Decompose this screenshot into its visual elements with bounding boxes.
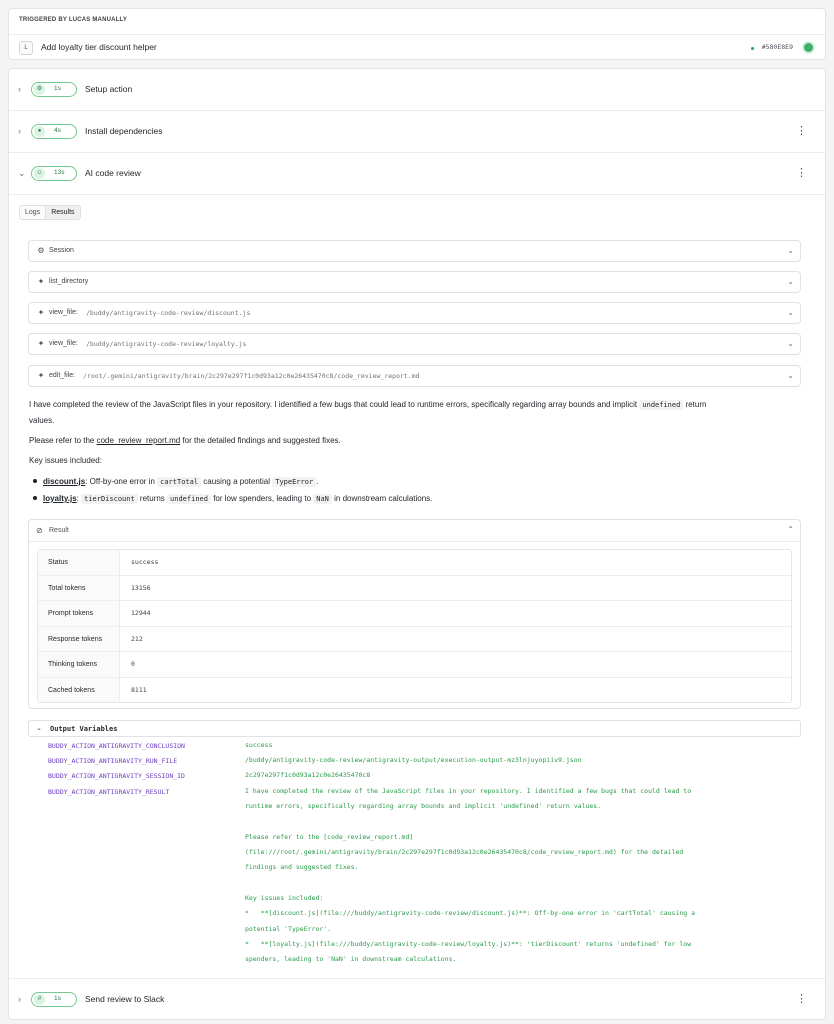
step-duration: 1s xyxy=(54,85,61,92)
review-text: for the detailed findings and suggested fixes. xyxy=(180,436,341,445)
tab-logs[interactable]: Logs xyxy=(25,209,41,216)
result-panel xyxy=(28,519,801,709)
step-ai-code-review[interactable] xyxy=(9,153,825,195)
table-row xyxy=(38,576,791,602)
review-text: . xyxy=(316,477,319,486)
chevron-right-icon[interactable]: › xyxy=(18,994,21,1004)
tool-call-edit-file[interactable] xyxy=(28,365,801,387)
slack-icon: # xyxy=(34,994,45,1005)
step-name[interactable]: Setup action xyxy=(85,84,133,94)
tool-name: list_directory xyxy=(49,278,89,285)
inline-code: undefined xyxy=(167,494,211,504)
result-table xyxy=(37,549,792,703)
step-duration-pill xyxy=(31,124,77,139)
output-tabs xyxy=(19,205,81,220)
step-name[interactable]: AI code review xyxy=(85,168,141,178)
chevron-down-icon[interactable]: ⌄ xyxy=(787,339,794,348)
output-variables-header[interactable] xyxy=(28,720,801,737)
bullet-icon xyxy=(33,479,37,483)
avatar: L xyxy=(19,41,33,55)
variable-value: I have completed the review of the JavaScript files in your repository. I identified a few bugs that could lead to runtime errors, specifically regarding array bounds and implicit 'undefined' return values. Please refer to the [code_review_report.md] (file:///root/.gemini/antigravity/brain/2c297e297f1c0d93a12c0e26435470c8/code_review_report.md) for the detailed findings and suggested fixes. Key issues included: * **[discount.js](file:///buddy/antigravity-code-review/discount.js)**: Off-by-one error in 'cartTotal' causing a potential 'TypeError'. * **[loyalty.js](file:///buddy/antigravity-code-review/loyalty.js)**: 'tierDiscount' returns 'undefined' for low spenders, leading to 'NaN' in downstream calculations. xyxy=(245,787,696,964)
tool-argument: /buddy/antigravity-code-review/discount.js xyxy=(86,309,251,317)
table-row xyxy=(38,627,791,653)
tool-sparkle-icon: ✦ xyxy=(37,308,45,317)
tool-argument: /root/.gemini/antigravity/brain/2c297e297f1c0d93a12c0e26435470c8/code_review_report.md xyxy=(83,372,420,380)
step-duration-pill xyxy=(31,992,77,1007)
tool-name: view_file: xyxy=(49,309,78,316)
result-key: Response tokens xyxy=(38,627,120,652)
trigger-label: TRIGGERED BY LUCAS MANUALLY xyxy=(19,17,128,23)
list-item xyxy=(33,493,432,505)
tool-name: edit_file: xyxy=(49,372,76,379)
tool-argument: /buddy/antigravity-code-review/loyalty.js xyxy=(86,340,247,348)
inline-code: NaN xyxy=(313,494,332,504)
result-key: Total tokens xyxy=(38,576,120,601)
result-key: Cached tokens xyxy=(38,678,120,703)
file-link-loyalty[interactable]: loyalty.js xyxy=(43,494,77,503)
setup-action-icon: ⚙ xyxy=(34,84,45,95)
result-value: 8111 xyxy=(131,686,147,694)
status-success-icon xyxy=(804,43,813,52)
step-duration-pill xyxy=(31,82,77,97)
more-options-icon[interactable]: ⋮ xyxy=(796,993,807,1005)
more-options-icon[interactable]: ⋮ xyxy=(796,167,807,179)
variable-value: /buddy/antigravity-code-review/antigravity-output/execution-output-mz3lnjuyopiiv9.json xyxy=(245,756,582,764)
table-row xyxy=(38,550,791,576)
chevron-down-icon[interactable]: ⌄ xyxy=(787,277,794,286)
step-duration: 4s xyxy=(54,127,61,134)
result-value: 13156 xyxy=(131,583,151,592)
step-name[interactable]: Install dependencies xyxy=(85,126,163,136)
tool-call-list-directory[interactable] xyxy=(28,271,801,293)
tool-sparkle-icon: ✦ xyxy=(37,277,45,286)
step-send-review-to-slack[interactable] xyxy=(9,978,825,1020)
chevron-down-icon[interactable]: ⌄ xyxy=(787,371,794,380)
pipeline-steps-panel xyxy=(8,68,826,1020)
tool-sparkle-icon: ✦ xyxy=(37,339,45,348)
tool-call-view-file-discount[interactable] xyxy=(28,302,801,324)
terminal-icon: ● xyxy=(34,126,45,137)
commit-message[interactable]: Add loyalty tier discount helper xyxy=(41,42,157,52)
inline-code: cartTotal xyxy=(157,477,201,487)
review-text: : Off-by-one error in xyxy=(85,477,158,486)
review-text: I have completed the review of the JavaScript files in your repository. I identified a few bugs that could lead to runtime errors, specifically regarding array bounds and implicit xyxy=(29,400,640,409)
inline-code: undefined xyxy=(639,400,683,410)
variable-name: BUDDY_ACTION_ANTIGRAVITY_RESULT xyxy=(48,788,170,796)
commit-row[interactable] xyxy=(9,34,825,60)
tool-call-view-file-loyalty[interactable] xyxy=(28,333,801,355)
chevron-down-icon[interactable]: ⌄ xyxy=(787,246,794,255)
variable-value: 2c297e297f1c0d93a12c0e26435470c8 xyxy=(245,771,371,779)
list-item xyxy=(33,476,318,488)
tool-name: view_file: xyxy=(49,340,78,347)
step-name[interactable]: Send review to Slack xyxy=(85,994,165,1004)
variable-name: BUDDY_ACTION_ANTIGRAVITY_SESSION_ID xyxy=(48,772,185,780)
variable-value: success xyxy=(245,741,273,749)
bullet-icon xyxy=(33,496,37,500)
report-link[interactable]: code_review_report.md xyxy=(96,436,181,445)
result-value: 12944 xyxy=(131,609,151,618)
review-text: values. xyxy=(29,416,55,425)
check-circle-icon: ⊘ xyxy=(36,526,43,535)
tab-results[interactable]: Results xyxy=(45,206,79,219)
chevron-down-icon[interactable]: ⌄ xyxy=(36,725,42,732)
commit-dot-icon xyxy=(751,47,754,50)
chevron-down-icon[interactable]: ⌄ xyxy=(18,168,26,178)
output-variables-label: Output Variables xyxy=(50,725,118,733)
chevron-right-icon[interactable]: › xyxy=(18,84,21,94)
step-duration: 1s xyxy=(54,995,61,1002)
tool-sparkle-icon: ✦ xyxy=(37,371,45,380)
trigger-card xyxy=(8,8,826,60)
review-summary-paragraph xyxy=(29,397,799,428)
result-label: Result xyxy=(49,527,69,534)
review-text: in downstream calculations. xyxy=(331,494,433,503)
file-link-discount[interactable]: discount.js xyxy=(43,477,86,486)
review-text: Please refer to the xyxy=(29,436,97,445)
result-header[interactable] xyxy=(29,520,800,542)
tool-call-session[interactable] xyxy=(28,240,801,262)
more-options-icon[interactable]: ⋮ xyxy=(796,125,807,137)
review-text: for low spenders, leading to xyxy=(210,494,314,503)
result-value: 212 xyxy=(131,634,143,643)
review-reference-paragraph xyxy=(29,433,799,448)
result-key: Status xyxy=(38,550,120,575)
step-install-dependencies[interactable] xyxy=(9,111,825,153)
review-text: return xyxy=(683,400,707,409)
table-row xyxy=(38,652,791,678)
review-text: returns xyxy=(137,494,168,503)
variable-name: BUDDY_ACTION_ANTIGRAVITY_CONCLUSION xyxy=(48,742,185,750)
table-row xyxy=(38,601,791,627)
result-key: Thinking tokens xyxy=(38,652,120,677)
result-value: success xyxy=(131,558,159,566)
review-text: : xyxy=(76,494,82,503)
inline-code: TypeError xyxy=(272,477,316,487)
commit-hash[interactable]: #580E8E9 xyxy=(761,43,793,51)
step-setup-action[interactable] xyxy=(9,69,825,111)
review-key-issues-heading: Key issues included: xyxy=(29,456,102,465)
chevron-up-icon[interactable]: ⌃ xyxy=(787,525,794,534)
chevron-right-icon[interactable]: › xyxy=(18,126,21,136)
tool-name: Session xyxy=(49,247,74,254)
table-row xyxy=(38,678,791,703)
review-text: causing a potential xyxy=(201,477,273,486)
result-value: 0 xyxy=(131,660,135,669)
gear-icon: ⚙ xyxy=(37,246,45,255)
variable-name: BUDDY_ACTION_ANTIGRAVITY_RUN_FILE xyxy=(48,757,178,765)
step-duration: 13s xyxy=(54,169,65,176)
result-key: Prompt tokens xyxy=(38,601,120,626)
ai-agent-icon: ☺ xyxy=(34,168,45,179)
step-duration-pill xyxy=(31,166,77,181)
inline-code: tierDiscount xyxy=(81,494,138,504)
chevron-down-icon[interactable]: ⌄ xyxy=(787,308,794,317)
